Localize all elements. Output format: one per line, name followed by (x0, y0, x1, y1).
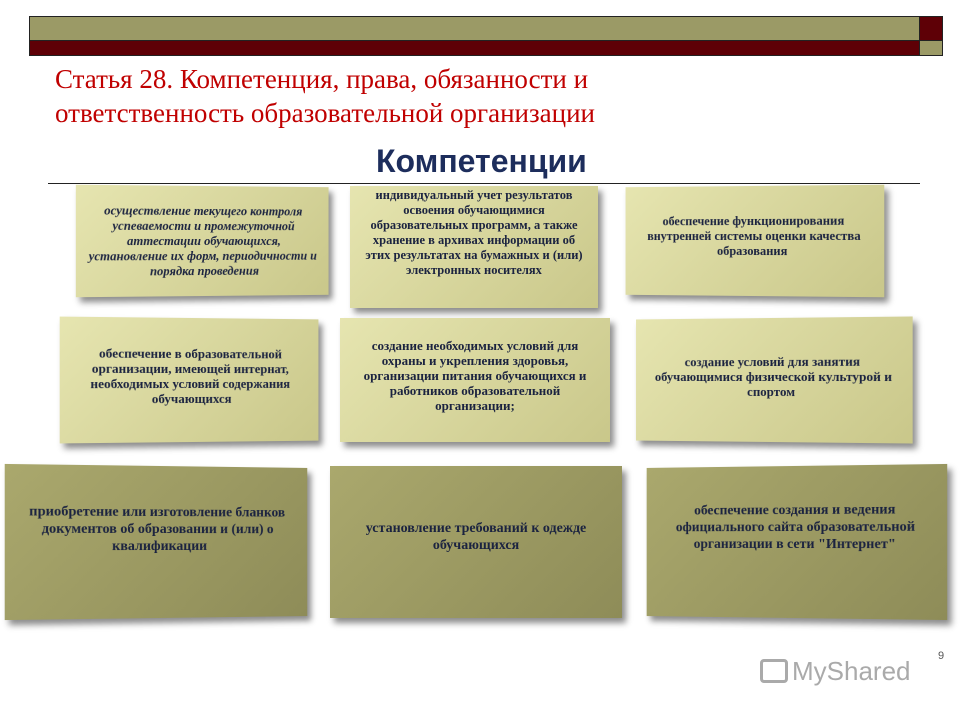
competence-card: создание условий для занятия обучающимися физической культурой и спортом (636, 316, 913, 443)
corner-square-maroon (919, 16, 943, 42)
competence-card: приобретение или изготовление бланков документов об образовании и (или) о квалификации (5, 464, 308, 620)
divider-line (48, 183, 920, 184)
competence-card: осуществление текущего контроля успеваемости и промежуточной аттестации обучающихся, установление их форм, периодичности и порядка проведения (76, 185, 329, 297)
competence-card: создание необходимых условий для охраны и укрепления здоровья, организации питания обучающихся и работников образовательной организации; (340, 318, 610, 442)
watermark-text: MyShared (792, 656, 911, 686)
competence-card: обеспечение создания и ведения официального сайта образовательной организации в сети "Интернет" (647, 464, 948, 620)
competence-card: индивидуальный учет результатов освоения обучающимися образовательных программ, а также хранение в архивах информации об этих результатах на бумажных и (или) электронных носителях (350, 186, 598, 308)
slide-subtitle: Компетенции (372, 143, 591, 179)
header-bar-maroon (29, 40, 921, 56)
competence-card: обеспечение функционирования внутренней системы оценки качества образования (626, 185, 885, 298)
slide-title: Статья 28. Компетенция, права, обязанности и ответственность образовательной организации (55, 64, 595, 128)
watermark-logo (760, 656, 911, 686)
page-number: 9 (938, 650, 945, 662)
cart-icon (760, 659, 788, 683)
competence-card: установление требований к одежде обучающихся (330, 466, 622, 618)
header-bar-olive (29, 16, 921, 42)
corner-square-olive (919, 40, 943, 56)
competence-card: обеспечение в образовательной организации, имеющей интернат, необходимых условий содержания обучающихся (60, 317, 319, 444)
